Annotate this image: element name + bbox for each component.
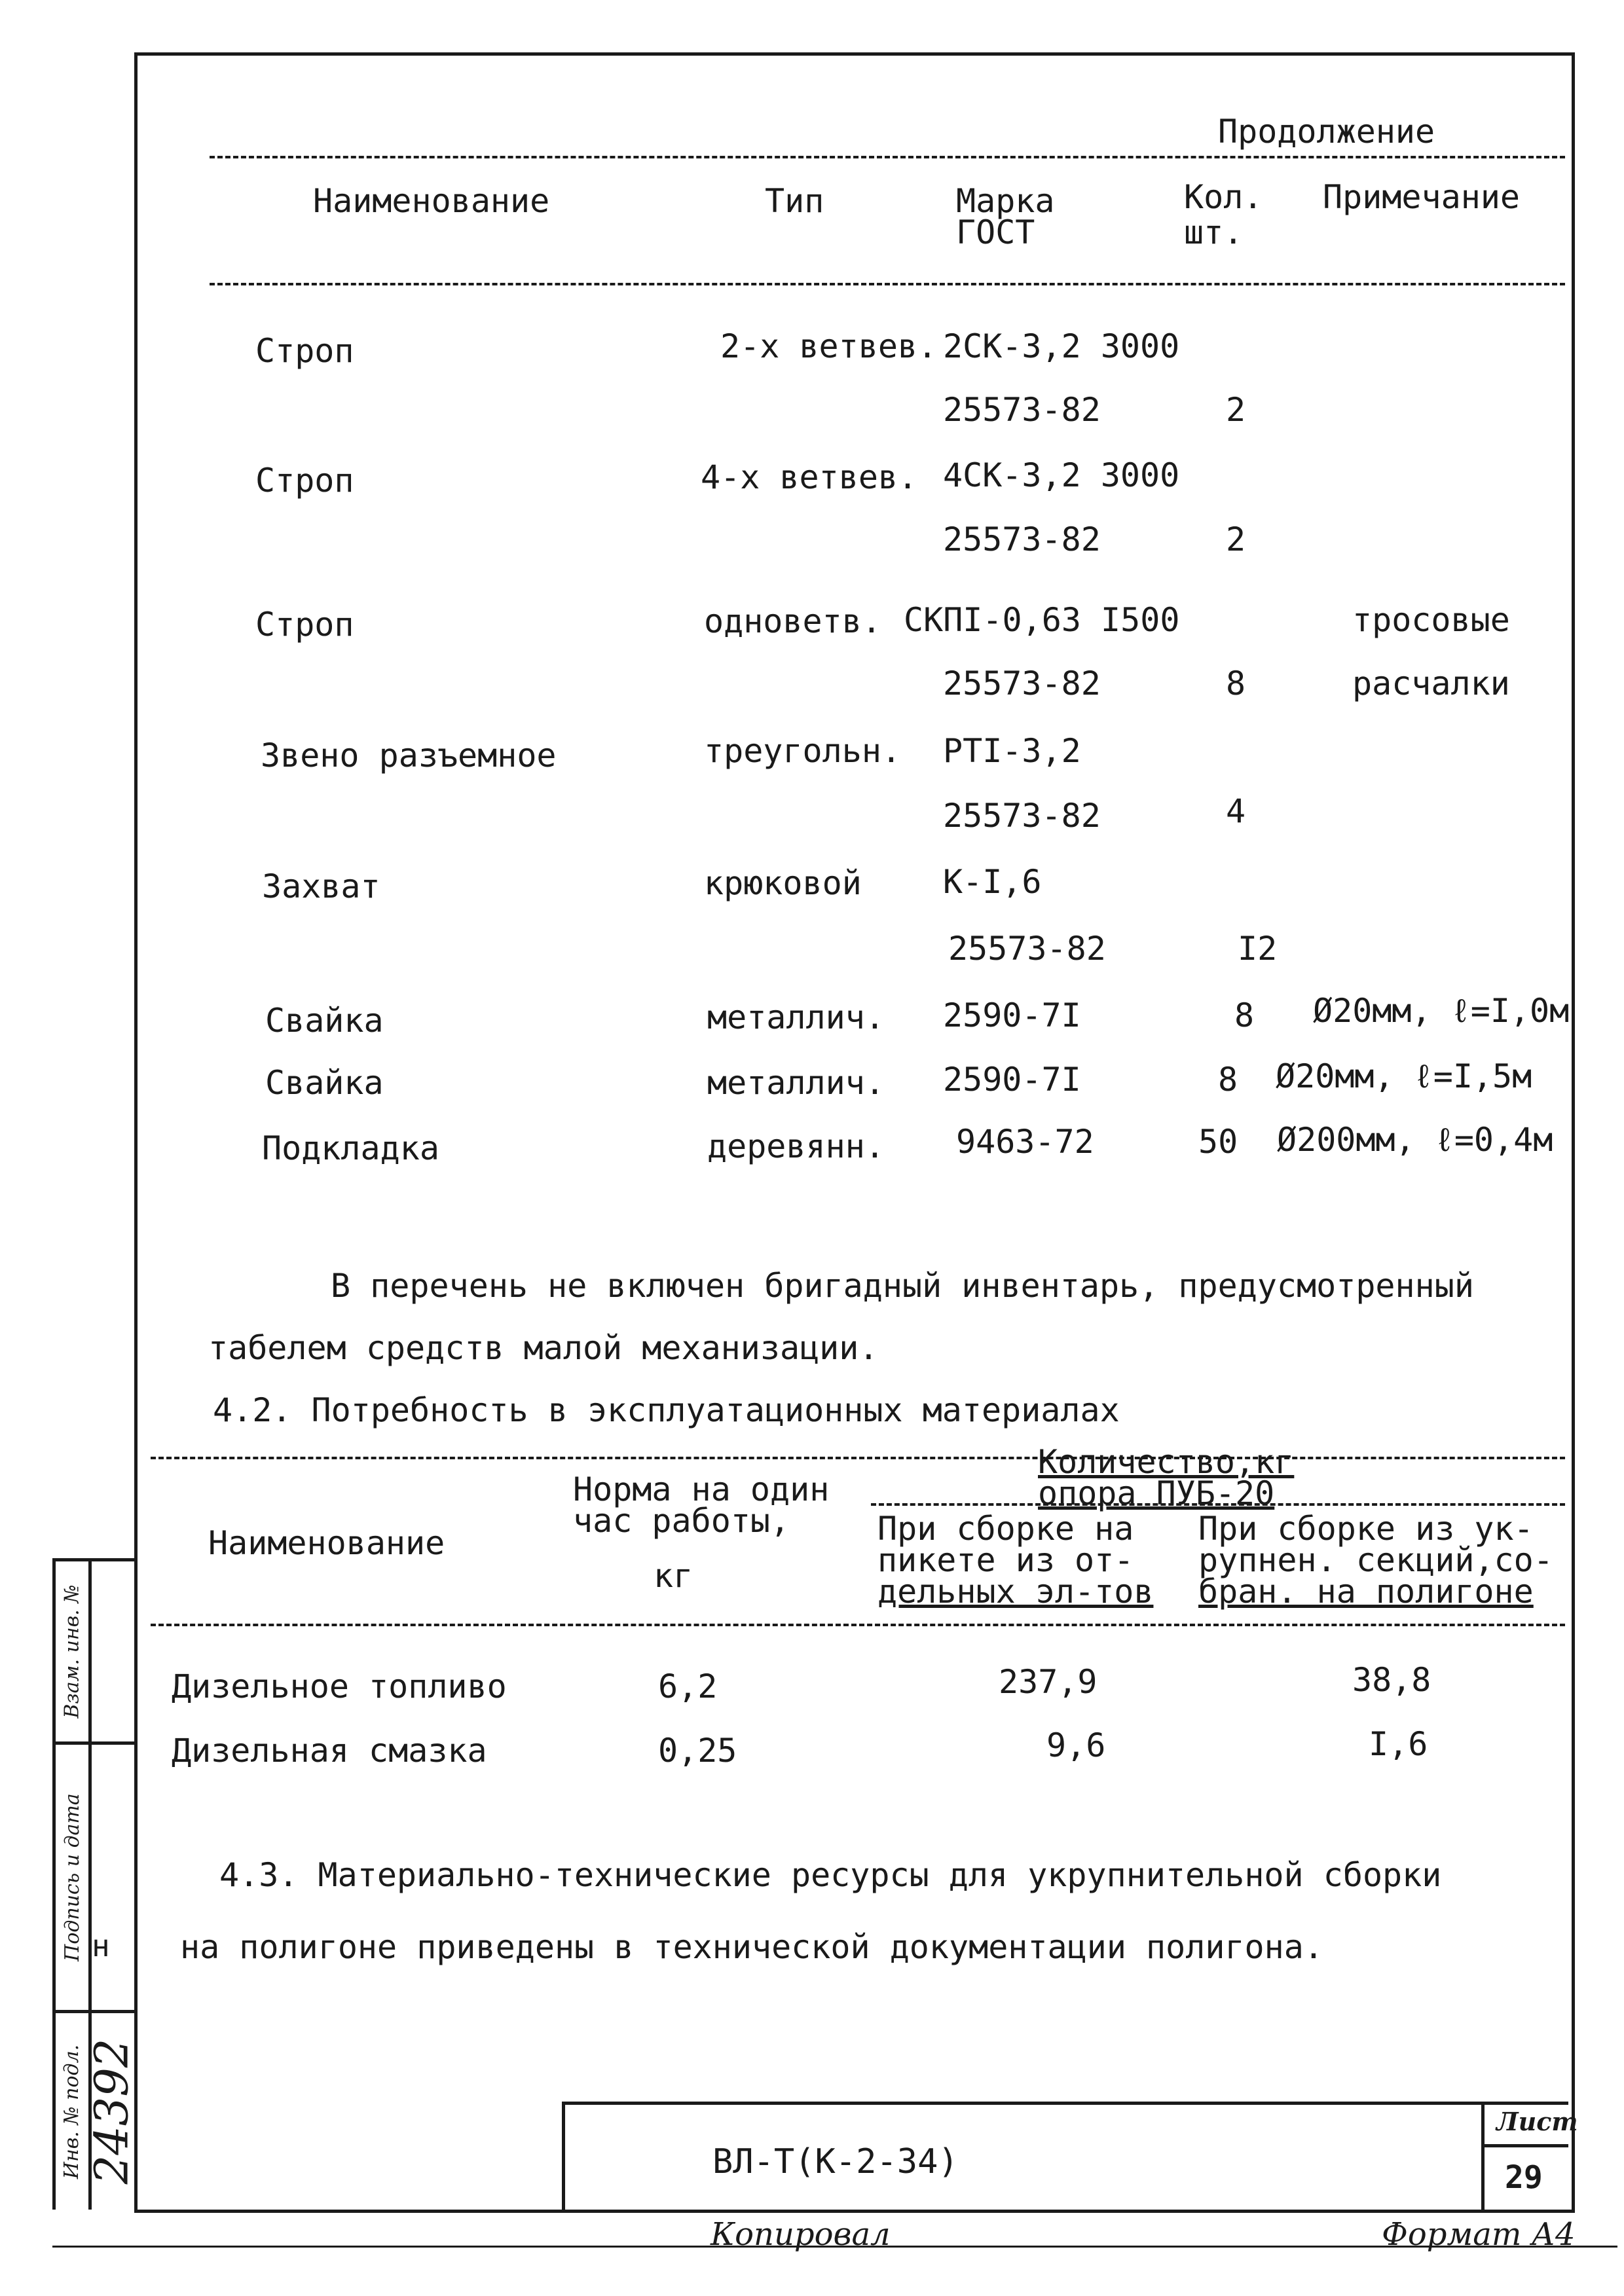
row-3-name: Строп — [255, 462, 354, 500]
table2-row2-norm: 0,25 — [658, 1732, 737, 1770]
stamp-left-line — [562, 2102, 565, 2210]
sign-date-cell — [56, 1745, 88, 2010]
row-11-mark: 2590-7I — [943, 996, 1081, 1034]
paragraph43-line1: 4.3. Материально-технические ресурсы для укрупнительной сборки — [219, 1856, 1442, 1894]
row-13-qty: 50 — [1198, 1123, 1238, 1161]
table2-row2-v2: I,6 — [1369, 1725, 1428, 1763]
row-7-name: Звено разъемное — [261, 737, 557, 774]
row-5-note: тросовые — [1352, 601, 1510, 639]
row-6-note: расчалки — [1352, 665, 1510, 702]
table2-subheader-rule — [871, 1503, 1565, 1506]
row-2-mark: 25573-82 — [943, 391, 1101, 429]
row-12-name: Свайка — [265, 1064, 384, 1102]
table2-col2-line3: бран. на полигоне — [1198, 1573, 1534, 1611]
row-6-mark: 25573-82 — [943, 665, 1101, 702]
inv-orig-cell — [56, 2013, 88, 2210]
row-8-qty: 4 — [1226, 792, 1246, 830]
row-7-type: треугольн. — [704, 732, 902, 770]
row-13-type: деревянн. — [707, 1127, 885, 1165]
row-7-mark: PTI-3,2 — [943, 732, 1081, 770]
table1-top-rule — [210, 156, 1565, 158]
row-12-note: Ø20мм, ℓ=I,5м — [1276, 1057, 1532, 1095]
row-3-mark: 4СК-3,2 3000 — [943, 456, 1180, 494]
section-42-heading: 4.2. Потребность в эксплуатационных материалах — [213, 1391, 1120, 1429]
row-1-name: Строп — [255, 332, 354, 370]
row-11-name: Свайка — [265, 1002, 384, 1040]
table2-col1-line1: При сборке на — [877, 1510, 1134, 1548]
table1-header-mark-1: Марка — [956, 182, 1055, 220]
table2-col1-line3: дельных эл-тов — [877, 1573, 1154, 1611]
table2-row2-name: Дизельная смазка — [172, 1732, 487, 1770]
copied-label: Копировал — [710, 2216, 891, 2253]
table1-header-rule — [210, 283, 1565, 285]
table1-header-name: Наименование — [313, 182, 550, 220]
stray-mark: н — [92, 1928, 110, 1963]
table2-header-qty-title: Количество,кг — [1038, 1443, 1295, 1481]
sheet-number: 29 — [1505, 2159, 1543, 2196]
table2-col1-line2: пикете из от- — [877, 1541, 1134, 1579]
table2-top-rule — [151, 1457, 1565, 1459]
row-11-note: Ø20мм, ℓ=I,0м — [1313, 992, 1570, 1030]
table2-col2-line2: рупнен. секций,со- — [1198, 1541, 1553, 1579]
inv-replace-label: Взам. инв. № — [60, 1584, 84, 1719]
row-12-qty: 8 — [1218, 1061, 1238, 1099]
paragraph43-line2: на полигоне приведены в технической документации полигона. — [180, 1928, 1323, 1966]
row-1-type: 2-х ветвев. — [720, 327, 938, 365]
format-label: Формат А4 — [1382, 2216, 1576, 2253]
inv-number: 24392 — [84, 2038, 138, 2185]
row-13-name: Подкладка — [262, 1129, 439, 1167]
row-11-qty: 8 — [1234, 996, 1255, 1034]
stamp-sheet-divider — [1481, 2102, 1485, 2210]
row-5-mark: СКПI-0,63 I500 — [904, 601, 1180, 639]
stamp-sheet-line — [1481, 2144, 1568, 2147]
table1-header-type: Тип — [765, 182, 824, 220]
row-5-type: одноветв. — [704, 602, 881, 640]
row-10-mark: 25573-82 — [948, 930, 1106, 968]
inv-number-cell — [84, 2013, 138, 2210]
row-10-qty: I2 — [1238, 930, 1278, 968]
table2-row1-norm: 6,2 — [658, 1667, 718, 1705]
table2-header-support: опора ПУБ-20 — [1038, 1474, 1275, 1512]
table1-header-qty-2: шт. — [1184, 213, 1244, 251]
row-9-mark: К-I,6 — [943, 863, 1042, 901]
table2-header-norm-3: кг — [654, 1557, 693, 1595]
row-12-mark: 2590-7I — [943, 1061, 1081, 1099]
row-9-type: крюковой — [704, 864, 862, 902]
table2-header-norm-1: Норма на один — [573, 1470, 830, 1508]
row-6-qty: 8 — [1226, 665, 1246, 702]
inv-replace-cell — [56, 1561, 88, 1741]
table2-header-name: Наименование — [208, 1524, 445, 1562]
table2-row1-name: Дизельное топливо — [172, 1667, 507, 1705]
table2-row2-v1: 9,6 — [1046, 1726, 1106, 1764]
row-1-mark: 2СК-3,2 3000 — [943, 327, 1180, 365]
inv-orig-label: Инв. № подл. — [60, 2044, 84, 2179]
table2-row1-v2: 38,8 — [1352, 1661, 1431, 1699]
table2-header-norm-2: час работы, — [573, 1502, 790, 1540]
row-3-type: 4-х ветвев. — [701, 458, 918, 496]
document-code: ВЛ-Т(К-2-34) — [712, 2142, 959, 2181]
row-11-type: металлич. — [707, 998, 885, 1036]
table1-header-mark-2: ГОСТ — [956, 213, 1035, 251]
stamp-top-line — [562, 2102, 1568, 2105]
row-4-qty: 2 — [1226, 520, 1246, 558]
sign-date-label: Подпись и дата — [60, 1793, 84, 1961]
row-13-note: Ø200мм, ℓ=0,4м — [1277, 1121, 1553, 1159]
table1-header-note: Примечание — [1323, 178, 1521, 216]
table1-header-qty-1: Кол. — [1184, 178, 1263, 216]
row-4-mark: 25573-82 — [943, 520, 1101, 558]
paragraph1-line1: В перечень не включен бригадный инвентарь, предусмотренный — [331, 1267, 1474, 1305]
row-13-mark: 9463-72 — [956, 1123, 1094, 1161]
sheet-label: Лист — [1496, 2107, 1578, 2136]
table2-header-rule — [151, 1624, 1565, 1626]
row-9-name: Захват — [262, 867, 380, 905]
table2-col2-line1: При сборке из ук- — [1198, 1510, 1534, 1548]
row-12-type: металлич. — [707, 1064, 885, 1102]
table2-row1-v1: 237,9 — [999, 1663, 1098, 1701]
row-2-qty: 2 — [1226, 391, 1246, 429]
continuation-label: Продолжение — [1218, 113, 1435, 151]
row-5-name: Строп — [255, 606, 354, 644]
row-8-mark: 25573-82 — [943, 797, 1101, 835]
paragraph1-line2: табелем средств малой механизации. — [208, 1329, 879, 1367]
